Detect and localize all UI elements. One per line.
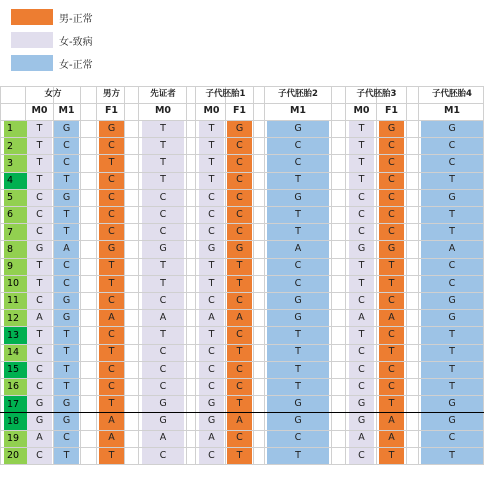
col-gridline [376, 86, 377, 464]
allele-cell: T [388, 277, 395, 289]
row-number: 19 [4, 431, 27, 447]
allele-cell: C [388, 226, 395, 238]
allele-cell: A [358, 432, 365, 444]
allele-cell: C [63, 432, 70, 444]
allele-cell: C [36, 191, 43, 203]
allele-cell: T [236, 346, 243, 358]
allele-cell: C [236, 226, 243, 238]
allele-cell: C [358, 191, 365, 203]
legend-label: 女-致病 [59, 36, 93, 48]
sub-header: M0 [203, 105, 220, 117]
col-gridline [138, 86, 139, 464]
col-gridline [225, 86, 226, 464]
allele-cell: C [208, 346, 215, 358]
allele-cell: C [448, 260, 456, 272]
allele-cell: C [159, 346, 167, 358]
allele-cell: C [159, 363, 167, 375]
allele-cell: C [236, 140, 243, 152]
allele-cell: A [108, 432, 115, 444]
allele-cell: T [108, 398, 115, 410]
allele-cell: T [236, 398, 243, 410]
allele-cell: T [108, 346, 115, 358]
allele-cell: A [36, 432, 43, 444]
allele-cell: C [236, 191, 243, 203]
allele-cell: T [63, 380, 70, 392]
allele-cell: C [448, 157, 456, 169]
allele-cell: T [160, 277, 166, 289]
allele-cell: T [388, 398, 395, 410]
allele-cell: T [236, 449, 243, 461]
sub-header: M1 [58, 105, 75, 117]
allele-cell: T [358, 122, 365, 134]
row-number: 3 [4, 155, 27, 171]
allele-cell: T [295, 329, 301, 341]
allele-cell: C [108, 329, 115, 341]
allele-cell: T [388, 260, 395, 272]
allele-cell: C [388, 294, 395, 306]
allele-cell: T [160, 140, 166, 152]
row-number: 10 [4, 276, 27, 292]
allele-cell: C [236, 208, 243, 220]
allele-cell: C [388, 363, 395, 375]
allele-cell: G [448, 398, 456, 410]
col-gridline [264, 86, 265, 464]
allele-cell: C [388, 380, 395, 392]
col-gridline [331, 86, 332, 464]
allele-cell: C [108, 294, 115, 306]
allele-cell: G [294, 191, 302, 203]
allele-cell: G [448, 122, 456, 134]
allele-cell: G [35, 415, 44, 427]
sub-header: M0 [154, 105, 172, 117]
allele-cell: C [159, 208, 167, 220]
allele-cell: C [388, 191, 395, 203]
sub-header: M0 [31, 105, 48, 117]
group-header: 先证者 [150, 88, 176, 99]
allele-cell: C [208, 208, 215, 220]
allele-cell: G [159, 243, 167, 255]
recombination-divider [0, 412, 484, 413]
allele-cell: G [35, 243, 44, 255]
allele-cell: C [63, 157, 70, 169]
allele-cell: C [208, 226, 215, 238]
allele-cell: C [236, 174, 243, 186]
allele-cell: C [159, 191, 167, 203]
allele-cell: C [358, 294, 365, 306]
row-number: 5 [4, 190, 27, 206]
allele-cell: T [449, 226, 455, 238]
allele-cell: C [36, 380, 43, 392]
allele-cell: C [108, 174, 115, 186]
allele-cell: T [449, 346, 455, 358]
allele-cell: C [208, 363, 215, 375]
col-gridline [418, 86, 419, 464]
allele-cell: G [294, 294, 302, 306]
col-gridline [253, 86, 254, 464]
allele-cell: G [207, 415, 216, 427]
allele-cell: A [358, 312, 365, 324]
allele-cell: C [388, 208, 395, 220]
row-number: 15 [4, 362, 27, 378]
allele-cell: T [208, 260, 215, 272]
allele-cell: C [108, 363, 115, 375]
allele-cell: C [388, 140, 395, 152]
allele-cell: G [35, 398, 44, 410]
allele-cell: C [448, 140, 456, 152]
group-header: 子代胚胎4 [432, 88, 472, 99]
allele-cell: T [108, 260, 115, 272]
allele-cell: T [295, 346, 301, 358]
allele-cell: C [358, 346, 365, 358]
allele-cell: T [160, 122, 166, 134]
allele-cell: G [62, 415, 71, 427]
allele-cell: C [294, 277, 302, 289]
allele-cell: G [159, 398, 167, 410]
col-gridline [124, 86, 125, 464]
allele-cell: C [358, 449, 365, 461]
group-header: 男方 [102, 88, 120, 99]
allele-cell: G [448, 312, 456, 324]
allele-cell: A [388, 312, 395, 324]
allele-cell: C [63, 140, 70, 152]
allele-cell: A [159, 312, 167, 324]
allele-cell: C [36, 208, 43, 220]
allele-cell: T [295, 380, 301, 392]
allele-cell: T [208, 122, 215, 134]
allele-cell: T [36, 157, 43, 169]
allele-cell: C [358, 380, 365, 392]
allele-cell: T [36, 140, 43, 152]
row-number: 13 [4, 327, 27, 343]
row-number: 4 [4, 173, 27, 189]
allele-cell: G [448, 191, 456, 203]
allele-cell: A [448, 243, 456, 255]
allele-cell: G [235, 122, 244, 134]
allele-cell: T [160, 174, 166, 186]
allele-cell: A [108, 415, 115, 427]
row-number: 12 [4, 310, 27, 326]
allele-cell: T [108, 449, 115, 461]
allele-cell: C [208, 449, 215, 461]
row-number: 7 [4, 224, 27, 240]
allele-cell: T [63, 208, 70, 220]
allele-cell: G [235, 243, 244, 255]
allele-cell: T [108, 277, 115, 289]
allele-cell: A [388, 415, 395, 427]
allele-cell: G [294, 122, 302, 134]
col-gridline [406, 86, 407, 464]
allele-cell: C [108, 208, 115, 220]
row-number: 18 [4, 413, 27, 429]
allele-cell: C [358, 363, 365, 375]
allele-cell: C [358, 208, 365, 220]
allele-cell: C [236, 432, 243, 444]
allele-cell: G [62, 191, 71, 203]
allele-cell: T [36, 277, 43, 289]
allele-cell: T [208, 140, 215, 152]
allele-cell: G [294, 415, 302, 427]
sub-header: M0 [353, 105, 370, 117]
allele-cell: C [388, 157, 395, 169]
allele-cell: T [63, 226, 70, 238]
allele-cell: C [108, 140, 115, 152]
allele-cell: C [388, 329, 395, 341]
allele-cell: G [357, 415, 366, 427]
sub-header: M1 [443, 105, 461, 117]
allele-cell: T [208, 174, 215, 186]
row-number: 20 [4, 448, 27, 464]
allele-cell: G [207, 398, 216, 410]
allele-cell: T [36, 329, 43, 341]
allele-cell: G [62, 398, 71, 410]
sub-header: F1 [232, 105, 247, 117]
group-header: 子代胚胎1 [205, 88, 246, 99]
allele-cell: T [208, 277, 215, 289]
row-number: 2 [4, 138, 27, 154]
allele-cell: A [63, 243, 70, 255]
allele-cell: C [236, 294, 243, 306]
allele-cell: T [449, 449, 455, 461]
allele-cell: A [208, 312, 215, 324]
allele-cell: G [62, 294, 71, 306]
allele-cell: C [236, 157, 243, 169]
group-header: 子代胚胎2 [278, 88, 318, 99]
allele-cell: G [357, 243, 366, 255]
allele-cell: C [63, 260, 70, 272]
col-gridline [0, 86, 1, 464]
allele-cell: T [449, 363, 455, 375]
allele-cell: G [62, 312, 71, 324]
allele-cell: T [208, 329, 215, 341]
allele-cell: C [236, 380, 243, 392]
allele-cell: C [36, 363, 43, 375]
allele-cell: T [388, 449, 395, 461]
allele-cell: C [36, 294, 43, 306]
allele-cell: A [236, 312, 243, 324]
allele-cell: T [358, 329, 365, 341]
allele-cell: C [236, 329, 243, 341]
allele-cell: T [388, 346, 395, 358]
sub-header: F1 [104, 105, 119, 117]
allele-cell: C [388, 174, 395, 186]
allele-cell: C [108, 380, 115, 392]
allele-cell: T [36, 122, 43, 134]
allele-cell: T [160, 329, 166, 341]
allele-cell: T [295, 174, 301, 186]
allele-cell: C [208, 380, 215, 392]
allele-cell: T [295, 208, 301, 220]
allele-cell: T [358, 174, 365, 186]
allele-cell: G [207, 243, 216, 255]
col-gridline [345, 86, 346, 464]
allele-cell: C [448, 277, 456, 289]
allele-cell: G [107, 122, 116, 134]
row-number: 11 [4, 293, 27, 309]
allele-cell: A [388, 432, 395, 444]
allele-cell: C [159, 380, 167, 392]
row-number: 17 [4, 396, 27, 412]
allele-cell: C [294, 260, 302, 272]
allele-cell: C [294, 432, 302, 444]
allele-cell: C [448, 432, 456, 444]
allele-cell: T [449, 174, 455, 186]
allele-cell: G [448, 415, 456, 427]
row-number: 14 [4, 345, 27, 361]
allele-cell: T [160, 260, 166, 272]
allele-cell: C [108, 226, 115, 238]
col-gridline [186, 86, 187, 464]
group-header: 女方 [44, 88, 62, 99]
allele-cell: C [208, 191, 215, 203]
row-number: 1 [4, 121, 27, 137]
allele-cell: C [208, 294, 215, 306]
allele-cell: T [63, 329, 70, 341]
allele-cell: T [358, 140, 365, 152]
allele-cell: A [236, 415, 243, 427]
allele-cell: T [36, 260, 43, 272]
allele-cell: G [159, 415, 167, 427]
allele-cell: C [159, 294, 167, 306]
allele-cell: C [358, 226, 365, 238]
allele-cell: G [294, 398, 302, 410]
row-number: 6 [4, 207, 27, 223]
allele-cell: A [208, 432, 215, 444]
row-gridline [0, 464, 484, 465]
allele-cell: T [449, 380, 455, 392]
allele-cell: T [295, 449, 301, 461]
allele-cell: C [36, 226, 43, 238]
allele-cell: C [159, 226, 167, 238]
allele-cell: G [387, 243, 396, 255]
sub-header: F1 [384, 105, 399, 117]
allele-cell: T [160, 157, 166, 169]
allele-cell: C [36, 346, 43, 358]
allele-cell: T [63, 174, 70, 186]
allele-cell: C [63, 277, 70, 289]
allele-cell: T [236, 260, 243, 272]
legend-label: 女-正常 [59, 59, 93, 71]
col-gridline [80, 86, 81, 464]
allele-cell: T [236, 277, 243, 289]
allele-cell: G [107, 243, 116, 255]
allele-cell: G [357, 398, 366, 410]
allele-cell: G [62, 122, 71, 134]
col-gridline [195, 86, 196, 464]
allele-cell: A [159, 432, 167, 444]
row-number: 16 [4, 379, 27, 395]
allele-cell: T [449, 208, 455, 220]
sub-header: M1 [289, 105, 307, 117]
allele-cell: C [159, 449, 167, 461]
allele-cell: T [36, 174, 43, 186]
col-gridline [96, 86, 97, 464]
allele-cell: C [294, 140, 302, 152]
allele-cell: T [295, 363, 301, 375]
allele-cell: T [358, 157, 365, 169]
allele-cell: C [236, 363, 243, 375]
group-header: 子代胚胎3 [356, 88, 397, 99]
allele-cell: C [294, 157, 302, 169]
allele-cell: C [36, 449, 43, 461]
allele-cell: T [358, 277, 365, 289]
allele-cell: G [448, 294, 456, 306]
allele-cell: G [387, 122, 396, 134]
row-number: 8 [4, 241, 27, 257]
allele-cell: T [449, 329, 455, 341]
allele-cell: T [208, 157, 215, 169]
legend-label: 男-正常 [59, 13, 93, 25]
allele-cell: G [294, 312, 302, 324]
allele-cell: T [63, 363, 70, 375]
allele-cell: T [108, 157, 115, 169]
allele-cell: A [108, 312, 115, 324]
allele-cell: T [63, 449, 70, 461]
allele-cell: T [63, 346, 70, 358]
row-number: 9 [4, 259, 27, 275]
allele-cell: T [295, 226, 301, 238]
allele-cell: A [36, 312, 43, 324]
allele-cell: C [108, 191, 115, 203]
allele-cell: T [358, 260, 365, 272]
allele-cell: A [294, 243, 302, 255]
